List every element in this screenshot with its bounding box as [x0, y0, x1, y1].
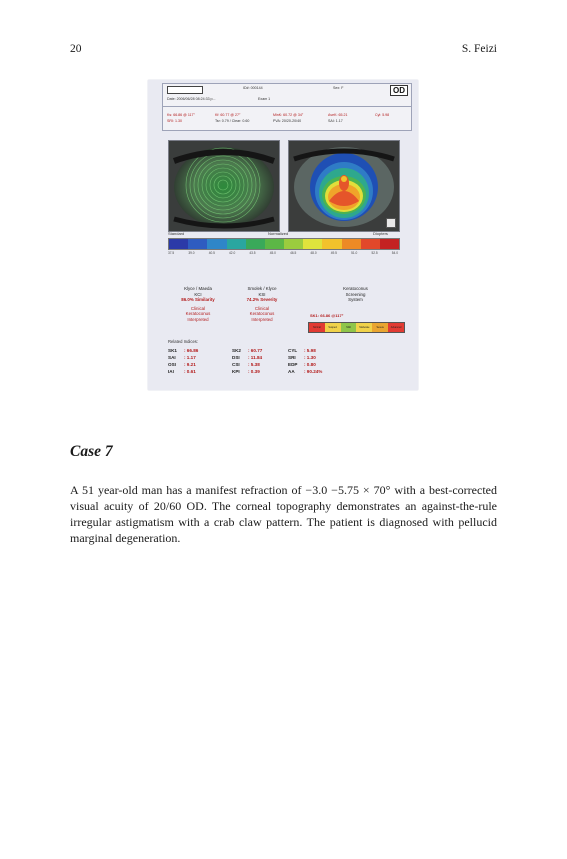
related-index-name: OSI [168, 362, 176, 367]
scale-tick: 40.5 [208, 251, 215, 255]
scale-tick: 46.5 [290, 251, 297, 255]
kss-severity-segment: Normal [309, 323, 325, 332]
related-index-sk2 [232, 348, 262, 353]
related-index-value: : 0.61 [184, 369, 196, 374]
kss-severity-segment: Severe [372, 323, 388, 332]
map-label-diopters: Diopters [373, 231, 388, 236]
kss-title3: System [348, 297, 363, 302]
exam-number: Exam 1 [258, 97, 271, 101]
kss-title1: Keratoconus [343, 286, 368, 291]
scale-swatch [303, 239, 322, 249]
patient-name-box [167, 86, 203, 94]
related-index-osi [168, 362, 196, 367]
scale-swatch [361, 239, 380, 249]
related-index-name: IAI [168, 369, 174, 374]
related-index-value: : 0.80 [304, 362, 316, 367]
scale-tick: 48.0 [310, 251, 317, 255]
related-index-value: : 66.86 [184, 348, 199, 353]
related-index-name: AA [288, 369, 295, 374]
related-index-value: : 9.21 [184, 362, 196, 367]
running-head-author: S. Feizi [461, 43, 497, 55]
related-index-name: DSI [232, 355, 240, 360]
case-description: A 51 year-old man has a manifest refraction of −3.0 −5.75 × 70° with a best-corrected visual acuity of 20/60 OD. The corneal topography demonstrates an against-the-rule irregular astigmatism with a crab claw pattern. The patient is diagnosed with pellucid marginal degeneration. [70, 483, 497, 545]
scale-tick: 43.5 [249, 251, 256, 255]
scale-tick: 49.5 [330, 251, 337, 255]
related-index-value: : 5.38 [248, 362, 260, 367]
related-index-name: CYL [288, 348, 298, 353]
kci-title: Klyce / Maeda [184, 286, 212, 291]
ksi-status3: Interpreted [251, 316, 273, 322]
avek-value: AveK: 65.21 [328, 113, 348, 117]
related-index-name: SRI [288, 355, 296, 360]
kci-status2: Keratoconus [185, 311, 211, 316]
kci-block [168, 286, 228, 322]
sai-value: SAI: 1.17 [328, 119, 343, 123]
scale-swatch [342, 239, 361, 249]
related-index-kpi [232, 369, 260, 374]
ksi-label: KSI [258, 291, 266, 297]
scale-swatch [207, 239, 226, 249]
patient-id: ID#: 000144 [243, 86, 263, 90]
scale-swatch [188, 239, 207, 249]
related-index-name: CSI [232, 362, 240, 367]
related-index-dsi [232, 355, 262, 360]
related-index-sk1 [168, 348, 198, 353]
kci-status1: Clinical [190, 305, 206, 311]
kci-value: 86.0% Similarity [181, 297, 215, 302]
ksi-title: Smolek / Klyce [247, 286, 277, 291]
scale-swatch [322, 239, 341, 249]
related-index-value: : 1.17 [184, 355, 196, 360]
related-index-value: : 60.77 [248, 348, 263, 353]
kf-value: Kf: 60.77 @ 27° [215, 113, 241, 117]
pva-value: PVA: 20/20-20/40 [273, 119, 302, 123]
ksi-status2: Keratoconus [249, 311, 275, 316]
map-label-normalized: Normalized [268, 231, 289, 236]
kss-severity-segment: Advanced [388, 323, 404, 332]
kss-block [318, 286, 393, 303]
scale-tick: 52.5 [371, 251, 378, 255]
kss-severity-segment: Mild [341, 323, 357, 332]
figure-header-panel [162, 83, 412, 131]
scale-swatch [380, 239, 399, 249]
topography-color-map-svg [289, 141, 399, 231]
ksi-value: 74.2% Severity [246, 297, 278, 302]
related-index-sai [168, 355, 196, 360]
color-scale-bar [168, 238, 400, 250]
related-index-iai [168, 369, 196, 374]
ksi-status1: Clinical [254, 305, 270, 311]
scale-tick: 39.0 [188, 251, 195, 255]
related-index-name: SAI [168, 355, 176, 360]
topography-figure [148, 80, 418, 390]
related-index-name: SK2 [232, 348, 241, 353]
kci-status3: Interpreted [187, 316, 209, 322]
ksi-block [232, 286, 292, 322]
related-index-aa [288, 369, 322, 374]
scale-tick: 54.0 [391, 251, 398, 255]
kss-title2: Screening [345, 291, 366, 297]
eye-label: OD [390, 85, 408, 96]
related-index-edp [288, 362, 316, 367]
placido-rings-svg [169, 141, 279, 231]
scale-swatch [246, 239, 265, 249]
related-index-value: : 1.30 [304, 355, 316, 360]
related-index-value: : 90.24% [304, 369, 323, 374]
cyl-value: Cyl: 5.98 [375, 113, 390, 117]
related-index-name: SK1 [168, 348, 177, 353]
exam-date: Date: 2006/06/28 08:24:33 p... [167, 97, 216, 101]
kss-sk1: SK1: 66.86 @117° [310, 313, 344, 318]
scale-swatch [169, 239, 188, 249]
scale-tick: 51.0 [351, 251, 358, 255]
kss-severity-bar [308, 322, 405, 333]
related-index-name: EDP [288, 362, 298, 367]
related-index-name: KPI [232, 369, 240, 374]
scale-tick: 42.0 [229, 251, 236, 255]
kss-severity-segment: Suspect [325, 323, 341, 332]
scale-swatch [284, 239, 303, 249]
related-index-cyl [288, 348, 316, 353]
related-indices-title: Related Indices: [168, 339, 199, 344]
placido-image [168, 140, 280, 232]
kss-severity-segment: Moderate [356, 323, 372, 332]
scale-swatch [227, 239, 246, 249]
related-index-value: : 0.39 [248, 369, 260, 374]
tsr-value: Tsr: 0.79 / Clear: 0.60 [215, 119, 250, 123]
topography-map [288, 140, 400, 232]
sri-value: SRI: 1.30 [167, 119, 182, 123]
map-zoom-icon [386, 218, 396, 228]
kci-label: KCI [194, 291, 202, 297]
page-number: 20 [70, 43, 82, 55]
scale-tick: 45.0 [269, 251, 276, 255]
related-index-value: : 11.84 [248, 355, 263, 360]
case-title: Case 7 [70, 443, 113, 460]
mink-value: MinK: 60.72 @ 34° [273, 113, 304, 117]
related-index-csi [232, 362, 260, 367]
patient-sex: Sex: F [333, 86, 344, 90]
related-index-sri [288, 355, 316, 360]
map-label-standard: Standard [168, 231, 185, 236]
related-index-value: : 5.98 [304, 348, 316, 353]
scale-swatch [265, 239, 284, 249]
scale-tick: 37.5 [168, 251, 175, 255]
color-scale-ticks [168, 251, 398, 255]
ks-value: Ks: 66.86 @ 117° [167, 113, 195, 117]
